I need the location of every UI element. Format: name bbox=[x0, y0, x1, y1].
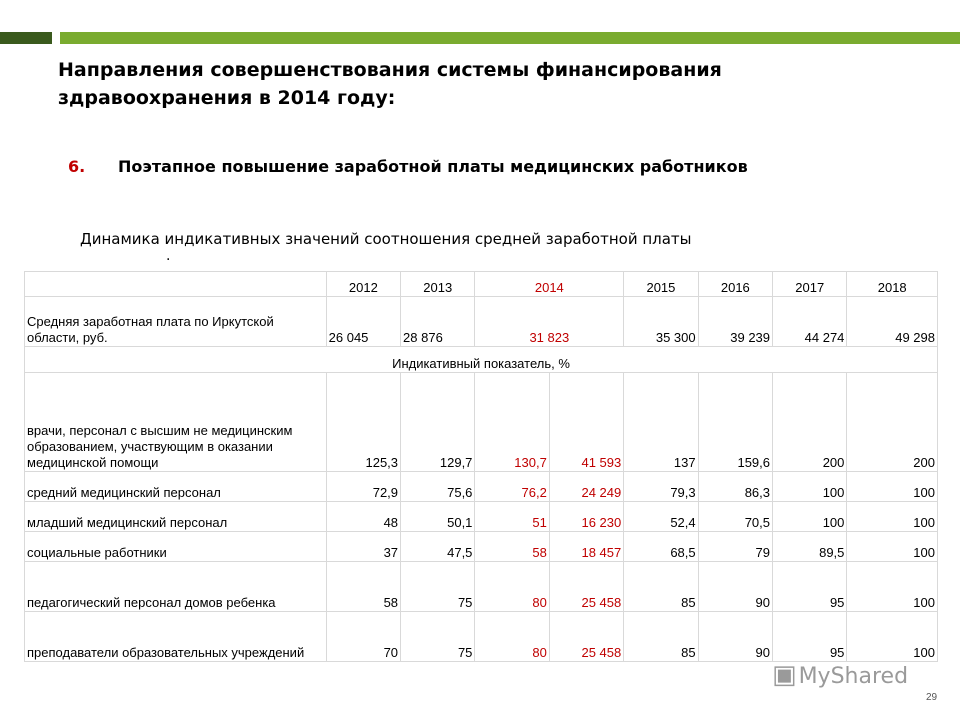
salary-2013: 28 876 bbox=[401, 297, 475, 347]
subtitle-text: Поэтапное повышение заработной платы медицинских работников bbox=[118, 157, 748, 176]
salary-2016: 39 239 bbox=[698, 297, 772, 347]
watermark-text: MyShared bbox=[798, 664, 909, 689]
monitor-icon: ▣ bbox=[772, 660, 797, 690]
subtitle-number: 6. bbox=[68, 157, 86, 176]
section-subtitle bbox=[68, 156, 748, 178]
year-2018: 2018 bbox=[847, 272, 938, 297]
cell-value: 25 458 bbox=[549, 612, 623, 662]
cell-value: 25 458 bbox=[549, 562, 623, 612]
header-bar-green bbox=[60, 32, 960, 44]
cell-value: 70 bbox=[326, 612, 400, 662]
cell-value: 51 bbox=[475, 502, 549, 532]
salary-2012: 26 045 bbox=[326, 297, 400, 347]
cell-value: 100 bbox=[847, 612, 938, 662]
caption-dot: . bbox=[166, 248, 171, 264]
cell-value: 95 bbox=[773, 562, 847, 612]
cell-value: 24 249 bbox=[549, 472, 623, 502]
slide-title: Направления совершенствования системы финансирования здравоохранения в 2014 году: bbox=[58, 59, 722, 109]
salary-2014: 31 823 bbox=[475, 297, 624, 347]
cell-value: 80 bbox=[475, 562, 549, 612]
cell-value: 100 bbox=[773, 472, 847, 502]
header-bar-dark bbox=[0, 32, 52, 44]
cell-value: 72,9 bbox=[326, 472, 400, 502]
page-number: 29 bbox=[926, 692, 938, 703]
cell-value: 16 230 bbox=[549, 502, 623, 532]
cell-value: 89,5 bbox=[773, 532, 847, 562]
year-2014: 2014 bbox=[475, 272, 624, 297]
row-label: врачи, персонал с высшим не медицинским образованием, участвующим в оказании медицинской помощи bbox=[25, 373, 327, 472]
cell-value: 200 bbox=[847, 373, 938, 472]
row-label: социальные работники bbox=[25, 532, 327, 562]
cell-value: 100 bbox=[847, 562, 938, 612]
year-2016: 2016 bbox=[698, 272, 772, 297]
header-corner bbox=[25, 272, 327, 297]
cell-value: 86,3 bbox=[698, 472, 772, 502]
cell-value: 85 bbox=[624, 612, 698, 662]
cell-value: 79 bbox=[698, 532, 772, 562]
cell-value: 47,5 bbox=[401, 532, 475, 562]
cell-value: 129,7 bbox=[401, 373, 475, 472]
watermark-logo bbox=[772, 660, 908, 690]
table-row bbox=[25, 373, 938, 472]
year-2012: 2012 bbox=[326, 272, 400, 297]
table-row bbox=[25, 532, 938, 562]
row-label: преподаватели образовательных учреждений bbox=[25, 612, 327, 662]
cell-value: 100 bbox=[773, 502, 847, 532]
cell-value: 75 bbox=[401, 612, 475, 662]
cell-value: 68,5 bbox=[624, 532, 698, 562]
row-label: педагогический персонал домов ребенка bbox=[25, 562, 327, 612]
cell-value: 58 bbox=[475, 532, 549, 562]
row-label: младший медицинский персонал bbox=[25, 502, 327, 532]
cell-value: 95 bbox=[773, 612, 847, 662]
table-caption: Динамика индикативных значений соотношения средней заработной платы bbox=[80, 230, 692, 248]
cell-value: 85 bbox=[624, 562, 698, 612]
salary-2018: 49 298 bbox=[847, 297, 938, 347]
cell-value: 37 bbox=[326, 532, 400, 562]
salary-label: Средняя заработная плата по Иркутской области, руб. bbox=[25, 297, 327, 347]
cell-value: 75,6 bbox=[401, 472, 475, 502]
table-row bbox=[25, 612, 938, 662]
cell-value: 75 bbox=[401, 562, 475, 612]
year-2015: 2015 bbox=[624, 272, 698, 297]
year-2017: 2017 bbox=[773, 272, 847, 297]
cell-value: 41 593 bbox=[549, 373, 623, 472]
cell-value: 18 457 bbox=[549, 532, 623, 562]
year-2013: 2013 bbox=[401, 272, 475, 297]
cell-value: 50,1 bbox=[401, 502, 475, 532]
salary-2017: 44 274 bbox=[773, 297, 847, 347]
cell-value: 159,6 bbox=[698, 373, 772, 472]
salary-row bbox=[25, 297, 938, 347]
indicator-heading: Индикативный показатель, % bbox=[25, 347, 938, 373]
cell-value: 125,3 bbox=[326, 373, 400, 472]
cell-value: 80 bbox=[475, 612, 549, 662]
indicator-heading-row bbox=[25, 347, 938, 373]
table-row bbox=[25, 472, 938, 502]
cell-value: 52,4 bbox=[624, 502, 698, 532]
cell-value: 76,2 bbox=[475, 472, 549, 502]
cell-value: 90 bbox=[698, 612, 772, 662]
cell-value: 48 bbox=[326, 502, 400, 532]
row-label: средний медицинский персонал bbox=[25, 472, 327, 502]
salary-table bbox=[24, 271, 938, 662]
year-header-row bbox=[25, 272, 938, 297]
cell-value: 100 bbox=[847, 472, 938, 502]
cell-value: 70,5 bbox=[698, 502, 772, 532]
cell-value: 100 bbox=[847, 502, 938, 532]
cell-value: 137 bbox=[624, 373, 698, 472]
cell-value: 79,3 bbox=[624, 472, 698, 502]
table-row bbox=[25, 502, 938, 532]
table-row bbox=[25, 562, 938, 612]
cell-value: 58 bbox=[326, 562, 400, 612]
cell-value: 200 bbox=[773, 373, 847, 472]
cell-value: 130,7 bbox=[475, 373, 549, 472]
cell-value: 100 bbox=[847, 532, 938, 562]
cell-value: 90 bbox=[698, 562, 772, 612]
salary-2015: 35 300 bbox=[624, 297, 698, 347]
